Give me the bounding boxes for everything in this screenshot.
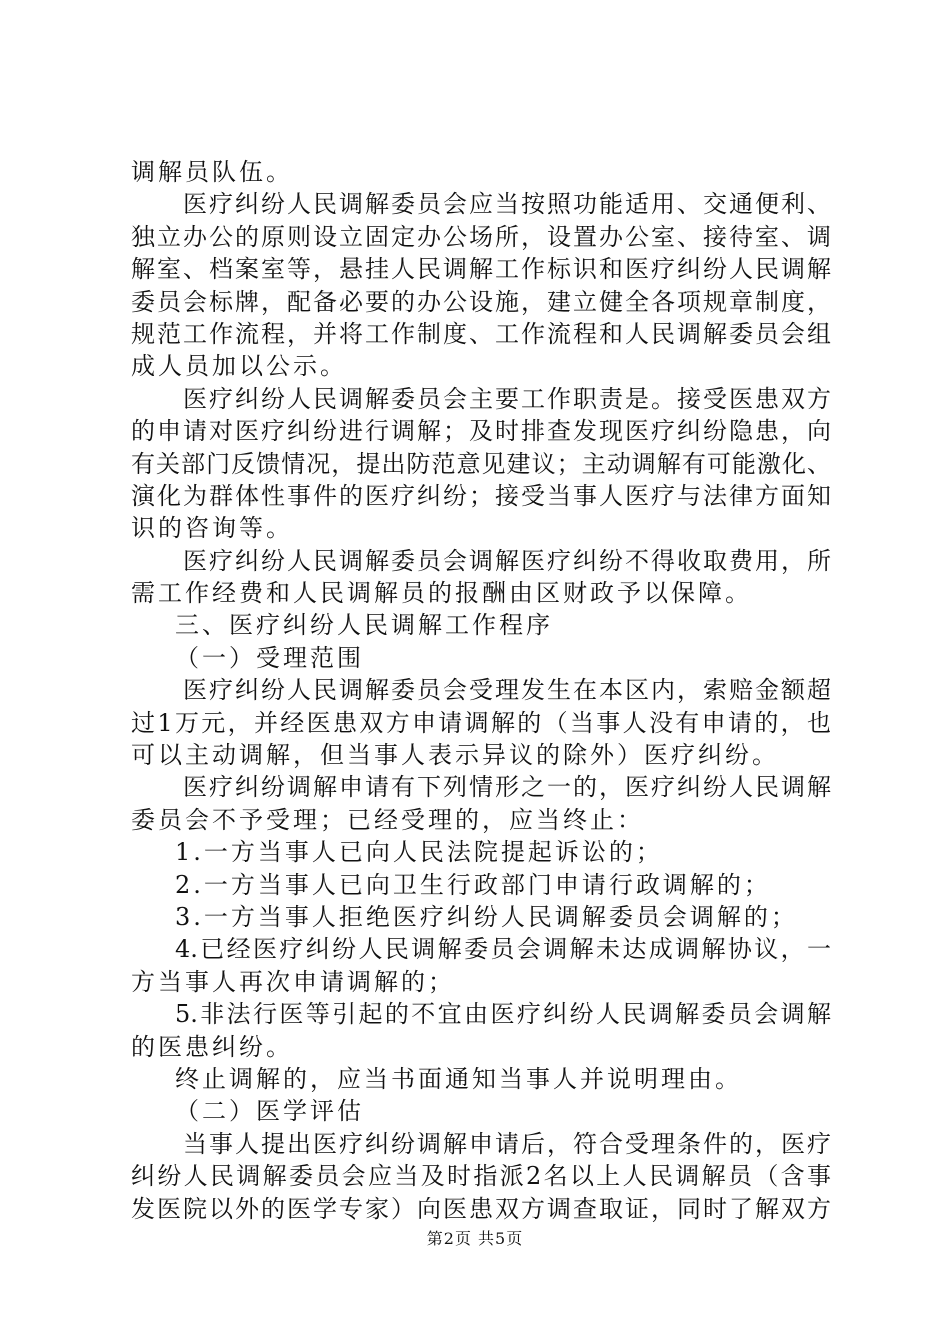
text-line: 当事人提出医疗纠纷调解申请后，符合受理条件的，医疗 (183, 1129, 831, 1158)
text-line: 识的咨询等。 (131, 514, 293, 543)
text-line: 发医院以外的医学专家）向医患双方调查取证，同时了解双方 (131, 1194, 831, 1223)
text-line: 医疗纠纷人民调解委员会调解医疗纠纷不得收取费用，所 (183, 546, 831, 575)
text-line: 4.已经医疗纠纷人民调解委员会调解未达成调解协议，一 (175, 935, 831, 964)
text-line: 方当事人再次申请调解的； (131, 967, 455, 996)
text-line: 成人员加以公示。 (131, 352, 347, 381)
text-line: 独立办公的原则设立固定办公场所，设置办公室、接待室、调 (131, 222, 831, 251)
document-body (131, 156, 831, 1225)
text-line: 有关部门反馈情况，提出防范意见建议；主动调解有可能激化、 (131, 449, 831, 478)
text-line: 医疗纠纷人民调解委员会受理发生在本区内，索赔金额超 (183, 676, 831, 705)
text-line: 演化为群体性事件的医疗纠纷；接受当事人医疗与法律方面知 (131, 481, 831, 510)
text-line: 终止调解的，应当书面通知当事人并说明理由。 (175, 1064, 742, 1093)
text-line: 规范工作流程，并将工作制度、工作流程和人民调解委员会组 (131, 319, 831, 348)
text-line: 委员会不予受理；已经受理的，应当终止： (131, 805, 644, 834)
text-line: 的申请对医疗纠纷进行调解；及时排查发现医疗纠纷隐患，向 (131, 417, 831, 446)
text-line: 需工作经费和人民调解员的报酬由区财政予以保障。 (131, 579, 752, 608)
text-line: （二）医学评估 (175, 1097, 364, 1126)
text-line: 纠纷人民调解委员会应当及时指派2名以上人民调解员（含事 (131, 1162, 831, 1191)
text-line: 调解员队伍。 (131, 158, 293, 186)
text-line: （一）受理范围 (175, 643, 364, 672)
page-number-label: 第2页 共5页 (426, 1229, 524, 1248)
text-line: 医疗纠纷人民调解委员会主要工作职责是。接受医患双方 (183, 384, 831, 413)
text-line: 过1万元，并经医患双方申请调解的（当事人没有申请的，也 (131, 708, 831, 737)
page-footer (0, 1226, 950, 1249)
text-line: 的医患纠纷。 (131, 1032, 293, 1061)
text-line: 2.一方当事人已向卫生行政部门申请行政调解的； (175, 870, 771, 899)
text-line: 三、医疗纠纷人民调解工作程序 (175, 611, 553, 640)
text-line: 委员会标牌，配备必要的办公设施，建立健全各项规章制度， (131, 287, 831, 316)
text-line: 3.一方当事人拒绝医疗纠纷人民调解委员会调解的； (175, 902, 798, 931)
text-line: 可以主动调解，但当事人表示异议的除外）医疗纠纷。 (131, 741, 779, 770)
text-line: 解室、档案室等，悬挂人民调解工作标识和医疗纠纷人民调解 (131, 255, 831, 284)
text-line: 1.一方当事人已向人民法院提起诉讼的； (175, 838, 663, 867)
text-line: 医疗纠纷调解申请有下列情形之一的，医疗纠纷人民调解 (183, 773, 831, 802)
text-line: 医疗纠纷人民调解委员会应当按照功能适用、交通便利、 (183, 190, 831, 219)
text-line: 5.非法行医等引起的不宜由医疗纠纷人民调解委员会调解 (175, 1000, 831, 1029)
